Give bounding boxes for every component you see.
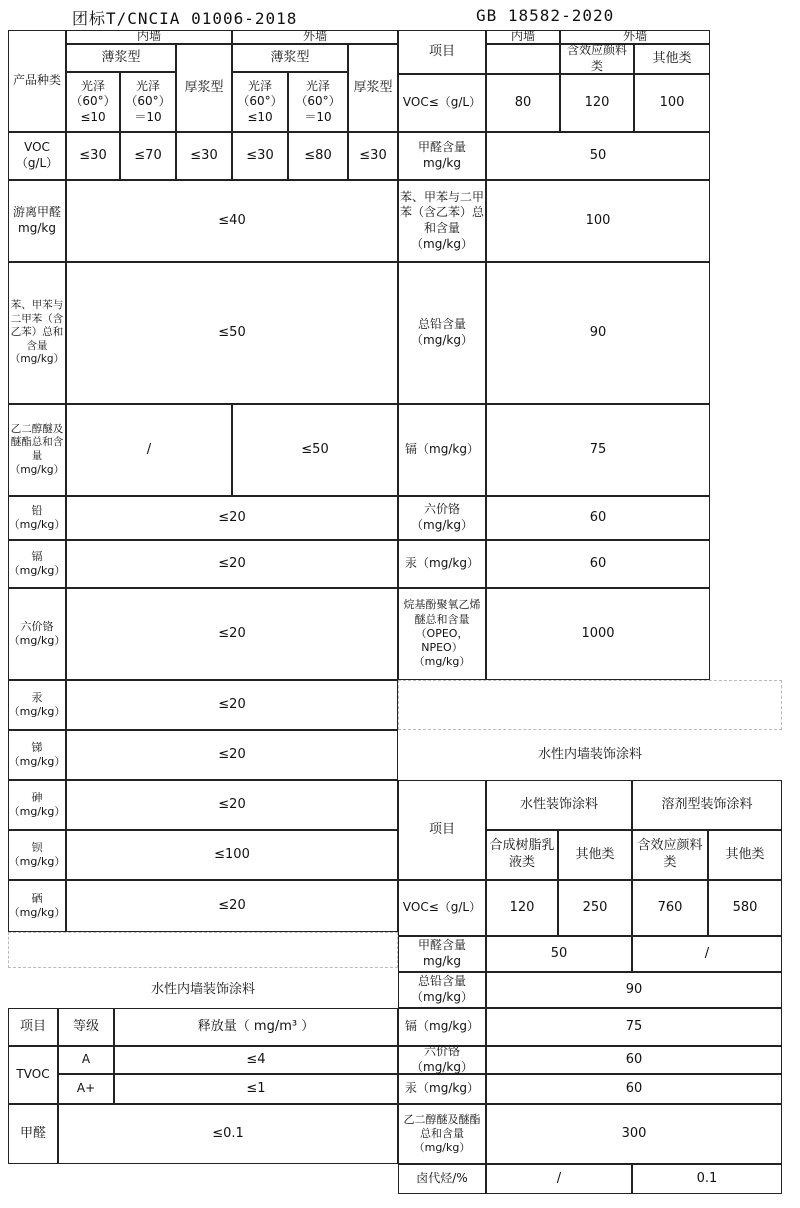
right2-row-label: 总铅含量（mg/kg）: [398, 972, 486, 1008]
right1-inner-blank: [486, 44, 560, 74]
right1-row-label: 总铅含量（mg/kg）: [398, 262, 486, 404]
left-row-label: 铅（mg/kg）: [8, 496, 66, 540]
right1-inner-header: 内墙: [486, 30, 560, 44]
right1-row-label: 镉（mg/kg）: [398, 404, 486, 496]
right2-voc-label: VOC≤（g/L）: [398, 880, 486, 936]
left-row-value: ≤20: [66, 540, 398, 588]
right2-halo-solvent: 0.1: [632, 1164, 782, 1194]
right1-effect-pigment-header: 含效应颜料类: [560, 44, 634, 74]
left-row-label: 六价铬（mg/kg）: [8, 588, 66, 680]
left-row-value: ≤50: [66, 262, 398, 404]
right1-voc-value: 80: [486, 74, 560, 132]
right2-resin-header: 合成树脂乳液类: [486, 830, 558, 880]
left2-tvoc-aplus-value: ≤1: [114, 1074, 398, 1104]
left-row-value-inner: /: [66, 404, 232, 496]
inner-wall-header: 内墙: [66, 30, 232, 44]
left-row-label: 锑（mg/kg）: [8, 730, 66, 780]
right2-row-value: 90: [486, 972, 782, 1008]
empty-row: [398, 680, 782, 730]
right1-outer-header: 外墙: [560, 30, 710, 44]
left-row-label: 镉（mg/kg）: [8, 540, 66, 588]
left2-item-header: 项目: [8, 1008, 58, 1046]
left-row-value: ≤40: [66, 180, 398, 262]
right2-row-value: 60: [486, 1046, 782, 1074]
right1-row-label: 汞（mg/kg）: [398, 540, 486, 588]
outer-thick-header: 厚浆型: [348, 44, 398, 132]
inner-thick-header: 厚浆型: [176, 44, 232, 132]
outer-gloss-eq-header: 光泽（60°）＝10: [288, 72, 348, 132]
right2-row-label: 乙二醇醚及醚酯总和含量（mg/kg）: [398, 1104, 486, 1164]
right1-row-value: 1000: [486, 588, 710, 680]
left-row-value-outer: ≤50: [232, 404, 398, 496]
right1-row-value: 50: [486, 132, 710, 180]
right1-row-value: 100: [486, 180, 710, 262]
right1-voc-value: 120: [560, 74, 634, 132]
outer-gloss-low-header: 光泽（60°）≤10: [232, 72, 288, 132]
left2-grade-a: A: [58, 1046, 114, 1074]
right2-halo-water: /: [486, 1164, 632, 1194]
right2-row-value: 75: [486, 1008, 782, 1046]
right1-row-value: 60: [486, 496, 710, 540]
right2-other-header: 其他类: [708, 830, 782, 880]
left-row-value: ≤20: [66, 680, 398, 730]
right2-voc-value: 250: [558, 880, 632, 936]
right2-row-value: 60: [486, 1074, 782, 1104]
left-voc-label: VOC（g/L）: [8, 132, 66, 180]
empty-row: [8, 932, 398, 968]
left-voc-value: ≤30: [176, 132, 232, 180]
inner-gloss-eq-header: 光泽（60°）＝10: [120, 72, 176, 132]
left2-grade-aplus: A+: [58, 1074, 114, 1104]
left-row-label: 钡（mg/kg）: [8, 830, 66, 880]
right2-voc-value: 580: [708, 880, 782, 936]
right2-halo-label: 卤代烃/%: [398, 1164, 486, 1194]
left-row-value: ≤20: [66, 780, 398, 830]
right1-item-header: 项目: [398, 30, 486, 74]
right2-voc-value: 120: [486, 880, 558, 936]
inner-gloss-low-header: 光泽（60°）≤10: [66, 72, 120, 132]
left2-grade-header: 等级: [58, 1008, 114, 1046]
left-row-value: ≤100: [66, 830, 398, 880]
left-voc-value: ≤30: [66, 132, 120, 180]
right1-row-value: 60: [486, 540, 710, 588]
right2-formaldehyde-label: 甲醛含量 mg/kg: [398, 936, 486, 972]
right1-row-label: 烷基酚聚氧乙烯醚总和含量（OPEO，NPEO）（mg/kg）: [398, 588, 486, 680]
left2-formaldehyde-label: 甲醛: [8, 1104, 58, 1164]
right2-title: 水性内墙装饰涂料: [537, 746, 642, 762]
product-type-header: 产品种类: [8, 30, 66, 132]
right2-effect-pigment-header: 含效应颜料类: [632, 830, 708, 880]
left-voc-value: ≤70: [120, 132, 176, 180]
right1-row-value: 75: [486, 404, 710, 496]
right2-row-value: 300: [486, 1104, 782, 1164]
right2-row-label: 镉（mg/kg）: [398, 1008, 486, 1046]
right1-voc-value: 100: [634, 74, 710, 132]
right2-row-label: 六价铬（mg/kg）: [398, 1046, 486, 1074]
right1-row-label: 苯、甲苯与二甲苯（含乙苯）总和含量（mg/kg）: [398, 180, 486, 262]
left2-emission-header: 释放量（ mg/m³ ）: [114, 1008, 398, 1046]
left-standard-title: 团标T/CNCIA 01006-2018: [72, 9, 298, 28]
left-row-value: ≤20: [66, 880, 398, 932]
right2-other-header: 其他类: [558, 830, 632, 880]
left2-formaldehyde-value: ≤0.1: [58, 1104, 398, 1164]
right2-water-header: 水性装饰涂料: [486, 780, 632, 830]
right1-other-header: 其他类: [634, 44, 710, 74]
left2-tvoc-label: TVOC: [8, 1046, 58, 1104]
right2-solvent-header: 溶剂型装饰涂料: [632, 780, 782, 830]
right2-item-header: 项目: [398, 780, 486, 880]
left-row-value: ≤20: [66, 588, 398, 680]
right2-row-label: 汞（mg/kg）: [398, 1074, 486, 1104]
left-voc-value: ≤30: [232, 132, 288, 180]
left-row-label: 汞（mg/kg）: [8, 680, 66, 730]
right2-voc-value: 760: [632, 880, 708, 936]
right2-formaldehyde-solvent: /: [632, 936, 782, 972]
inner-thin-header: 薄浆型: [66, 44, 176, 72]
right1-row-label: 六价铬（mg/kg）: [398, 496, 486, 540]
left-row-label: 游离甲醛 mg/kg: [8, 180, 66, 262]
left-row-label: 硒（mg/kg）: [8, 880, 66, 932]
left2-title: 水性内墙装饰涂料: [150, 981, 255, 997]
left-voc-value: ≤30: [348, 132, 398, 180]
right-standard-title: GB 18582-2020: [476, 6, 615, 25]
outer-wall-header: 外墙: [232, 30, 398, 44]
left-row-value: ≤20: [66, 730, 398, 780]
left-row-value: ≤20: [66, 496, 398, 540]
right1-row-value: 90: [486, 262, 710, 404]
right2-formaldehyde-water: 50: [486, 936, 632, 972]
right1-voc-label: VOC≤（g/L）: [398, 74, 486, 132]
outer-thin-header: 薄浆型: [232, 44, 348, 72]
left-row-label: 砷（mg/kg）: [8, 780, 66, 830]
left-row-label: 苯、甲苯与二甲苯（含乙苯）总和含量（mg/kg）: [8, 262, 66, 404]
right1-row-label: 甲醛含量 mg/kg: [398, 132, 486, 180]
left-voc-value: ≤80: [288, 132, 348, 180]
left2-tvoc-a-value: ≤4: [114, 1046, 398, 1074]
left-row-label: 乙二醇醚及醚酯总和含量（mg/kg）: [8, 404, 66, 496]
